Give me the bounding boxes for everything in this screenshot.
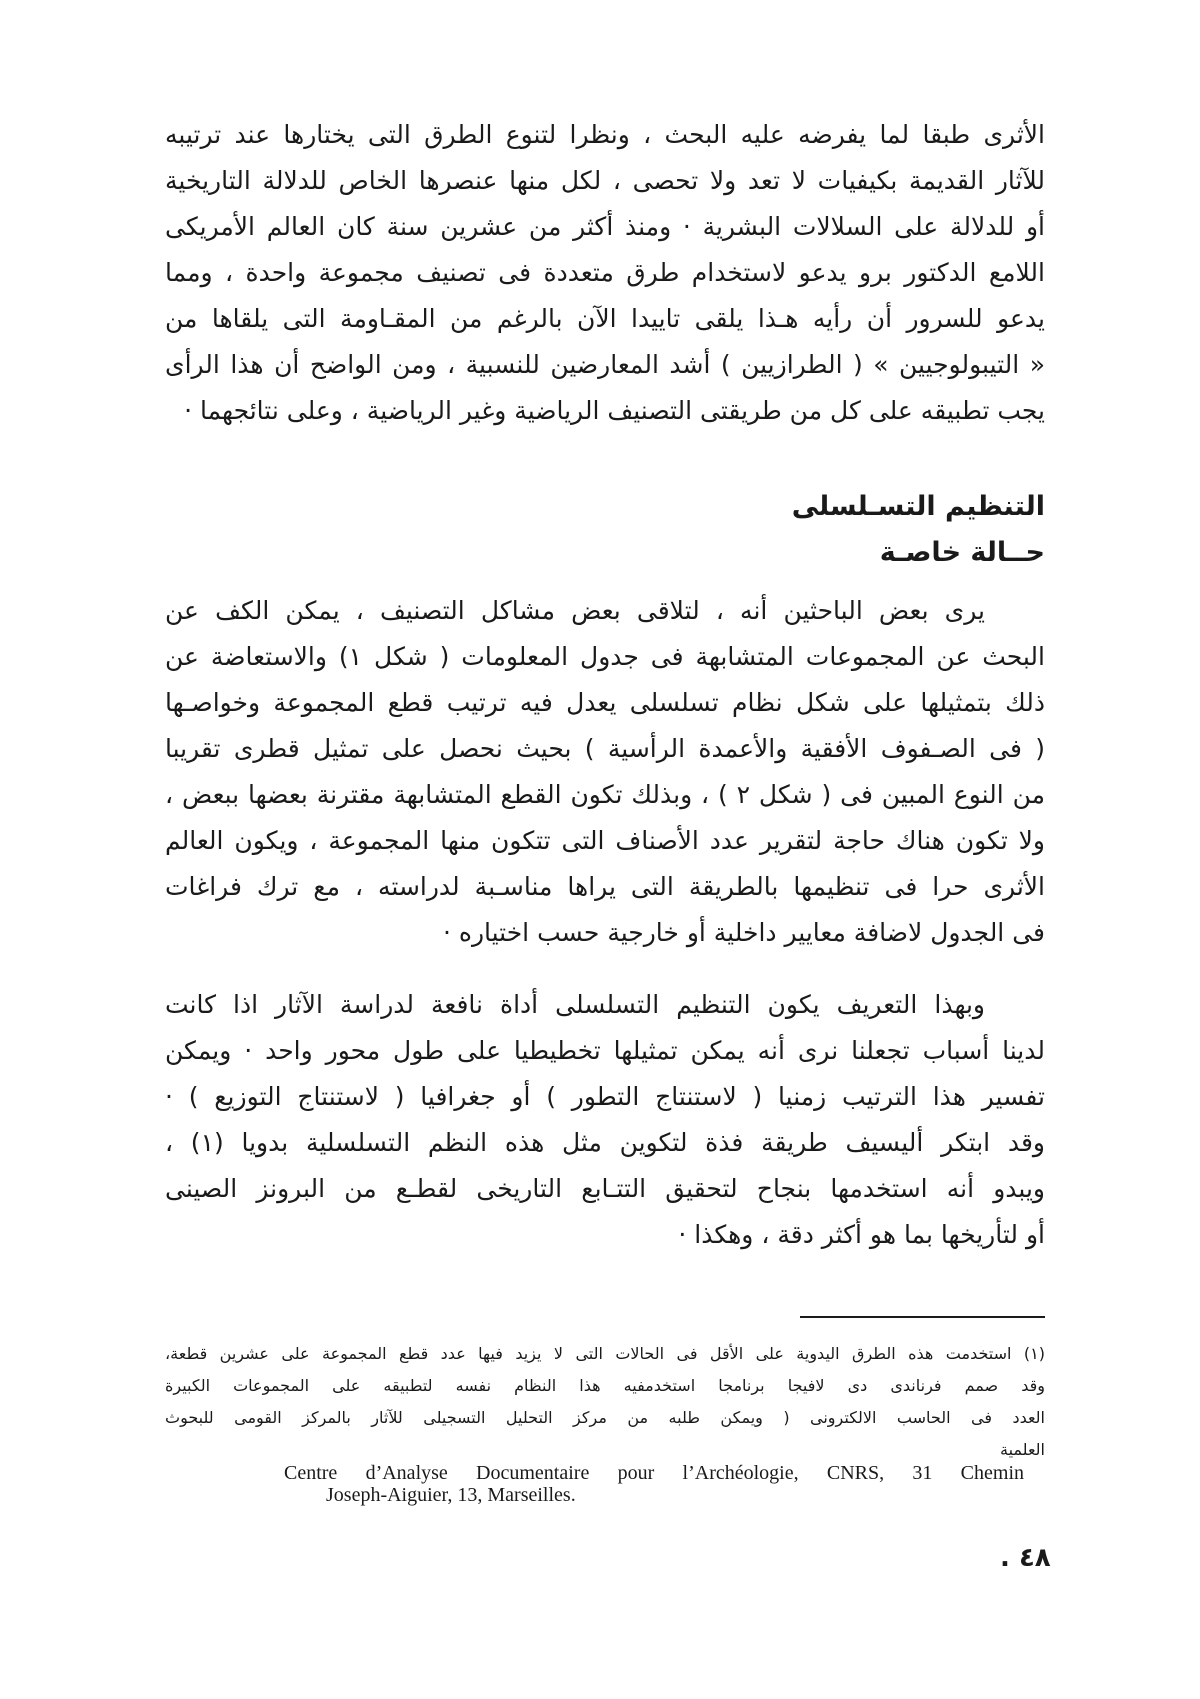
section-subheading: حــالة خاصـة [879,537,1045,568]
text-line: البحث عن المجموعات المتشابهة فى جدول المعلومات ( شكل ١) والاستعاضة عن [165,642,1045,671]
text-line: ويبدو أنه استخدمها بنجاح لتحقيق التتـابع التاريخى لقطـع من البرونز الصينى [165,1174,1045,1203]
section-heading: التنظيم التسـلسلى [791,491,1045,522]
paragraph-3 [165,982,1045,1258]
footnote-latin-line: Centre d’Analyse Documentaire pour l’Archéologie, CNRS, 31 Chemin [284,1462,1024,1484]
text-line: تفسير هذا الترتيب زمنيا ( لاستنتاج التطور ) أو جغرافيا ( لاستنتاج التوزيع ) · [165,1082,1045,1111]
text-line: للآثار القديمة بكيفيات لا تعد ولا تحصى ، لكل منها عنصرها الخاص للدلالة التاريخية [165,166,1045,195]
footnote-line: وقد صمم فرناندى دى لافيجا برنامجا استخدمفيه هذا النظام نفسه لتطبيقه على المجموعات الكبيرة [165,1376,1045,1395]
footnote [165,1338,1045,1466]
text-line: يرى بعض الباحثين أنه ، لتلاقى بعض مشاكل التصنيف ، يمكن الكف عن [165,596,985,625]
text-line: وقد ابتكر أليسيف طريقة فذة لتكوين مثل هذه النظم التسلسلية بدويا (١) ، [165,1128,1045,1157]
text-line: أو لتأريخها بما هو أكثر دقة ، وهكذا · [678,1220,1045,1249]
text-line: ذلك بتمثيلها على شكل نظام تسلسلى يعدل فيه ترتيب قطع المجموعة وخواصـها [165,688,1045,717]
text-line: يجب تطبيقه على كل من طريقتى التصنيف الرياضية وغير الرياضية ، وعلى نتائجهما · [184,396,1045,425]
text-line: اللامع الدكتور برو يدعو لاستخدام طرق متعددة فى تصنيف مجموعة واحدة ، ومما [165,258,1045,287]
footnote-line: العلمية [1000,1440,1045,1459]
footnote-line: (١) استخدمت هذه الطرق اليدوية على الأقل فى الحالات التى لا يزيد فيها عدد قطع المجموعة على عشرين قطعة، [165,1344,1045,1363]
paragraph-1 [165,112,1045,434]
text-line: « التيبولوجيين » ( الطرازيين ) أشد المعارضين للنسبية ، ومن الواضح أن هذا الرأى [165,350,1045,379]
text-line: الأثرى حرا فى تنظيمها بالطريقة التى يراها مناسـبة لدراسته ، مع ترك فراغات [165,872,1045,901]
footnote-separator [800,1316,1045,1318]
footnote-latin-reference [284,1462,1024,1506]
text-line: فى الجدول لاضافة معايير داخلية أو خارجية حسب اختياره · [442,918,1045,947]
text-line: ( فى الصـفوف الأفقية والأعمدة الرأسية ) بحيث نحصل على تمثيل قطرى تقريبا [165,734,1045,763]
footnote-line: العدد فى الحاسب الالكترونى ( ويمكن طلبه من مركز التحليل التسجيلى للآثار بالمركز القومى للبحوث [165,1408,1045,1427]
footnote-latin-line: Joseph-Aiguier, 13, Marseilles. [326,1484,576,1506]
text-line: من النوع المبين فى ( شكل ٢ ) ، وبذلك تكون القطع المتشابهة مقترنة بعضها ببعض ، [165,780,1046,809]
text-line: ولا تكون هناك حاجة لتقرير عدد الأصناف التى تتكون منها المجموعة ، ويكون العالم [165,826,1045,855]
text-line: لدينا أسباب تجعلنا نرى أنه يمكن تمثيلها تخطيطيا على طول محور واحد · ويمكن [165,1036,1045,1065]
text-line: يدعو للسرور أن رأيه هـذا يلقى تاييدا الآن بالرغم من المقـاومة التى يلقاها من [165,304,1045,333]
text-line: أو للدلالة على السلالات البشرية · ومنذ أكثر من عشرين سنة كان العالم الأمريكى [165,212,1045,241]
text-line: وبهذا التعريف يكون التنظيم التسلسلى أداة نافعة لدراسة الآثار اذا كانت [165,990,985,1019]
text-line: الأثرى طبقا لما يفرضه عليه البحث ، ونظرا لتنوع الطرق التى يختارها عند ترتيبه [165,120,1045,149]
page-number: . ٤٨ [1000,1543,1051,1573]
paragraph-2 [165,588,1045,956]
